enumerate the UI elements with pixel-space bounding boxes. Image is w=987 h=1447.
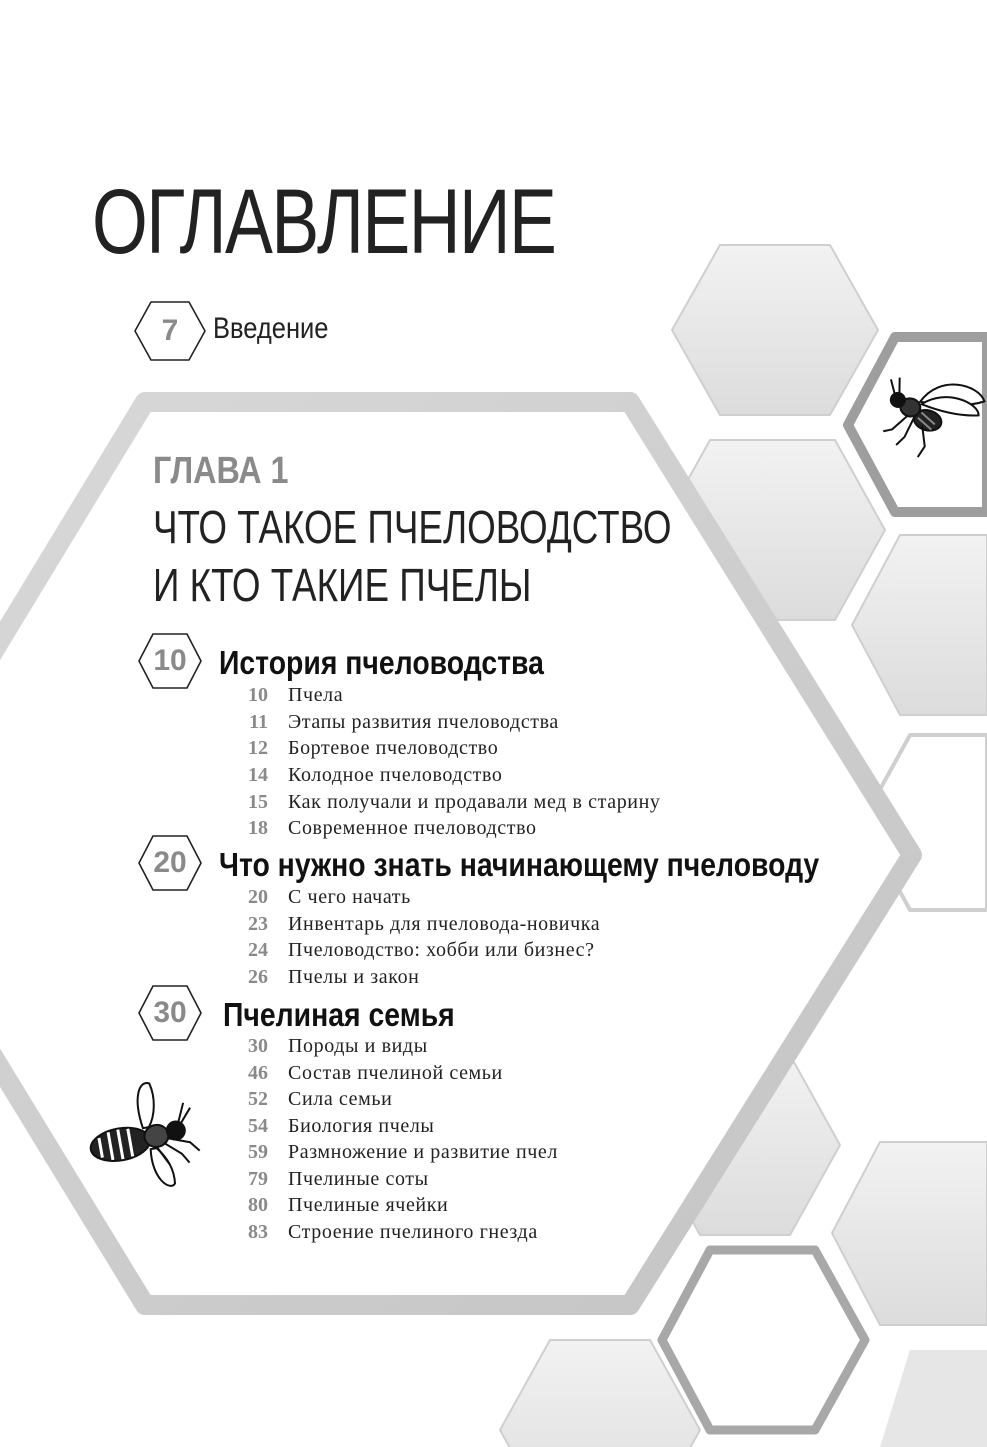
- toc-entry: [240, 817, 537, 843]
- honeycomb-cell: [852, 535, 987, 715]
- entry-text: Современное пчеловодство: [288, 817, 537, 839]
- entry-text: Породы и виды: [288, 1035, 428, 1057]
- intro-page-number: 7: [161, 314, 179, 347]
- section-page-number: 30: [153, 996, 187, 1029]
- toc-entry: [240, 939, 595, 965]
- section-page-badge: [137, 834, 203, 892]
- toc-entry: [240, 1115, 434, 1141]
- section-title: Что нужно знать начинающему пчеловоду: [219, 846, 820, 883]
- entry-text: С чего начать: [288, 886, 411, 908]
- entry-text: Сила семьи: [288, 1088, 393, 1110]
- entry-text: Пчелиные ячейки: [288, 1194, 449, 1216]
- entry-page: 15: [248, 791, 268, 813]
- section-title: История пчеловодства: [219, 644, 544, 681]
- entry-text: Пчела: [288, 684, 344, 706]
- chapter-title: [153, 498, 672, 614]
- entry-page: 24: [248, 939, 268, 961]
- chapter-label: ГЛАВА 1: [153, 450, 289, 492]
- toc-entry: [240, 966, 419, 992]
- entry-page: 59: [248, 1141, 268, 1163]
- toc-entry: [240, 1062, 503, 1088]
- entry-page: 52: [248, 1088, 268, 1110]
- section-page-badge: [137, 984, 203, 1042]
- toc-entry: [240, 1168, 429, 1194]
- entry-page: 79: [248, 1168, 268, 1190]
- toc-entry: [240, 684, 343, 710]
- entry-page: 54: [248, 1115, 268, 1137]
- toc-entry: [240, 1035, 428, 1061]
- toc-entry: [240, 737, 498, 763]
- entry-page: 20: [248, 886, 268, 908]
- entry-page: 11: [249, 711, 268, 733]
- entry-text: Инвентарь для пчеловода-новичка: [288, 913, 601, 935]
- entry-page: 26: [248, 966, 268, 988]
- honeycomb-cell: [832, 1142, 987, 1325]
- entry-text: Пчелы и закон: [288, 966, 420, 988]
- toc-entry: [240, 1141, 558, 1167]
- honeycomb-cell: [880, 1350, 987, 1447]
- section-page-badge: [137, 632, 203, 690]
- entry-page: 18: [248, 817, 268, 839]
- entry-text: Пчеловодство: хобби или бизнес?: [288, 939, 595, 961]
- chapter-title-line: ЧТО ТАКОЕ ПЧЕЛОВОДСТВО: [153, 501, 672, 553]
- entry-page: 23: [248, 913, 268, 935]
- toc-entry: [240, 791, 661, 817]
- toc-entry: [240, 913, 600, 939]
- entry-text: Биология пчелы: [288, 1115, 435, 1137]
- entry-page: 83: [248, 1221, 268, 1243]
- section-page-number: 20: [153, 846, 187, 879]
- entry-text: Размножение и развитие пчел: [288, 1141, 558, 1163]
- entry-page: 14: [248, 764, 268, 786]
- intro-label: Введение: [213, 312, 329, 345]
- entry-text: Состав пчелиной семьи: [288, 1062, 503, 1084]
- entry-text: Пчелиные соты: [288, 1168, 429, 1190]
- entry-page: 46: [248, 1062, 268, 1084]
- section-page-number: 10: [153, 644, 187, 677]
- toc-entry: [240, 1194, 448, 1220]
- chapter-title-line: И КТО ТАКИЕ ПЧЕЛЫ: [153, 559, 532, 611]
- page-title: ОГЛАВЛЕНИЕ: [92, 171, 556, 273]
- entry-text: Этапы развития пчеловодства: [288, 711, 559, 733]
- section-title: Пчелиная семья: [223, 996, 455, 1033]
- honeycomb-cell: [662, 1250, 865, 1430]
- entry-text: Строение пчелиного гнезда: [288, 1221, 538, 1243]
- entry-page: 12: [248, 737, 268, 759]
- entry-page: 80: [248, 1194, 268, 1216]
- toc-entry: [240, 1088, 392, 1114]
- toc-entry: [240, 764, 503, 790]
- entry-page: 10: [248, 684, 268, 706]
- entry-text: Колодное пчеловодство: [288, 764, 503, 786]
- honeycomb-cell: [672, 245, 878, 415]
- toc-entry: [240, 886, 411, 912]
- entry-text: Бортевое пчеловодство: [288, 737, 499, 759]
- toc-entry: [240, 711, 559, 737]
- entry-text: Как получали и продавали мед в старину: [288, 791, 661, 813]
- toc-entry: [240, 1221, 538, 1247]
- entry-page: 30: [248, 1035, 268, 1057]
